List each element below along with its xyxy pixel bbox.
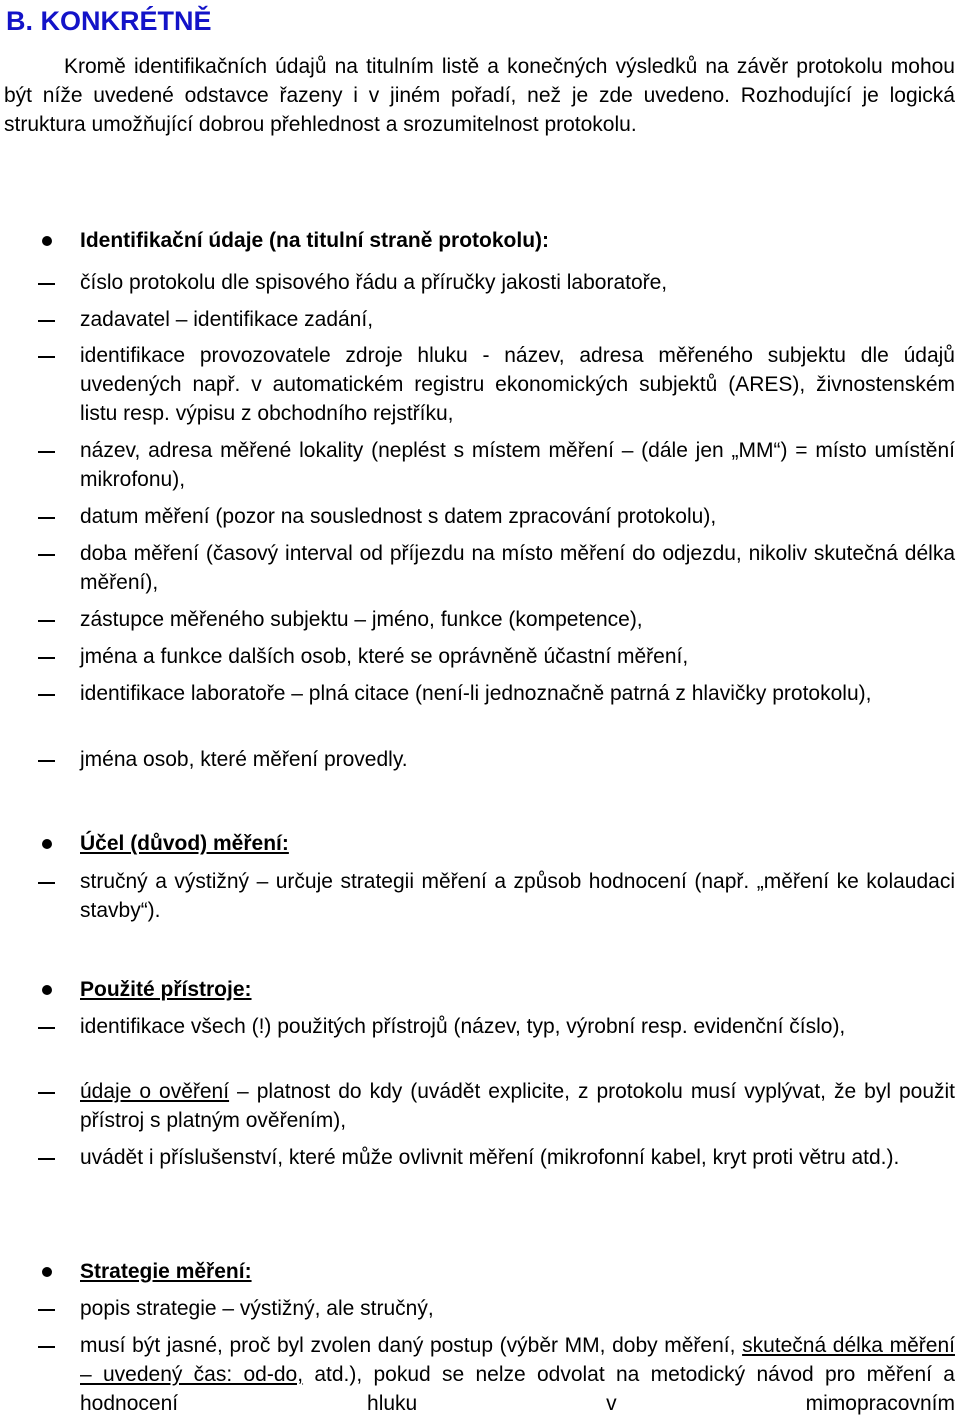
dash-icon [38, 694, 55, 696]
list-item-text [80, 1077, 955, 1135]
list-item-text: jména osob, které měření provedly. [80, 748, 408, 771]
bullet-icon [42, 236, 52, 246]
list-item-text-start: musí být jasné, proč byl zvolen daný postup (výběr MM, doby měření, [80, 1334, 743, 1357]
bullet-icon [42, 839, 52, 849]
dash-icon [38, 1092, 55, 1094]
dash-icon [38, 517, 55, 519]
list-item-text: název, adresa měřené lokality (neplést s místem měření – (dále jen „MM“) = místo umístění mikrofonu), [80, 439, 955, 491]
list-item-text: identifikace laboratoře – plná citace (není-li jednoznačně patrná z hlavičky protokolu), [80, 682, 872, 705]
section-title-text: Strategie měření: [80, 1260, 252, 1283]
list-item-text [80, 1331, 955, 1418]
dash-icon [38, 554, 55, 556]
dash-icon [38, 882, 55, 884]
list-item-text: číslo protokolu dle spisového řádu a příručky jakosti laboratoře, [80, 271, 668, 294]
list-item-text: zadavatel – identifikace zadání, [80, 308, 374, 331]
section-title-text: Použité přístroje: [80, 978, 252, 1001]
list-item-text-rest: atd.), pokud se nelze odvolat na metodický návod pro měření a hodnocení hluku v mimopracovním [80, 1363, 955, 1415]
dash-icon [38, 1158, 55, 1160]
section-title-ucel [80, 829, 289, 858]
dash-icon [38, 657, 55, 659]
dash-icon [38, 320, 55, 322]
dash-icon [38, 356, 55, 358]
section-title-text: Účel (důvod) měření: [80, 832, 289, 855]
list-item-text: datum měření (pozor na souslednost s datem zpracování protokolu), [80, 505, 717, 528]
dash-icon [38, 1027, 55, 1029]
dash-icon [38, 283, 55, 285]
bullet-icon [42, 985, 52, 995]
list-item-text: jména a funkce dalších osob, které se oprávněně účastní měření, [80, 645, 689, 668]
list-item-text: zástupce měřeného subjektu – jméno, funkce (kompetence), [80, 608, 643, 631]
list-item-text: identifikace všech (!) použitých přístrojů (název, typ, výrobní resp. evidenční číslo), [80, 1015, 846, 1038]
dash-icon [38, 451, 55, 453]
underlined-phrase: skutečná délka měření – uvedený čas: od-do, [80, 1334, 955, 1386]
list-item-text-rest: – platnost do kdy (uvádět explicite, z protokolu musí vyplývat, že byl použit přístroj s platným ověřením), [80, 1080, 956, 1132]
section-title-strategie [80, 1257, 252, 1286]
intro-paragraph: Kromě identifikačních údajů na titulním listě a konečných výsledků na závěr protokolu mohou být níže uvedené odstavce řazeny i v jiném pořadí, než je zde uvedeno. Rozhodující je logická struktura umožňující dobrou přehlednost a srozumitelnost protokolu. [4, 55, 955, 136]
dash-icon [38, 760, 55, 762]
list-item-text: stručný a výstižný – určuje strategii měření a způsob hodnocení (např. „měření ke kolaudaci stavby“). [80, 870, 955, 922]
dash-icon [38, 1309, 55, 1311]
list-item-text: popis strategie – výstižný, ale stručný, [80, 1297, 434, 1320]
list-item-text: uvádět i příslušenství, které může ovlivnit měření (mikrofonní kabel, kryt proti větru atd.). [80, 1146, 900, 1169]
dash-icon [38, 620, 55, 622]
bullet-icon [42, 1267, 52, 1277]
list-item-text: doba měření (časový interval od příjezdu na místo měření do odjezdu, nikoliv skutečná délka měření), [80, 542, 955, 594]
section-heading: B. KONKRÉTNĚ [6, 6, 212, 36]
dash-icon [38, 1346, 55, 1348]
section-title-pristroje [80, 975, 252, 1004]
list-item-text: identifikace provozovatele zdroje hluku - název, adresa měřeného subjektu dle údajů uvedených např. v automatickém registru ekonomických subjektů (ARES), živnostenském listu resp. výpisu z obchodního rejstříku, [80, 344, 955, 425]
section-title-identifikace: Identifikační údaje (na titulní straně protokolu): [80, 229, 550, 252]
underlined-phrase: údaje o ověření [80, 1080, 230, 1103]
